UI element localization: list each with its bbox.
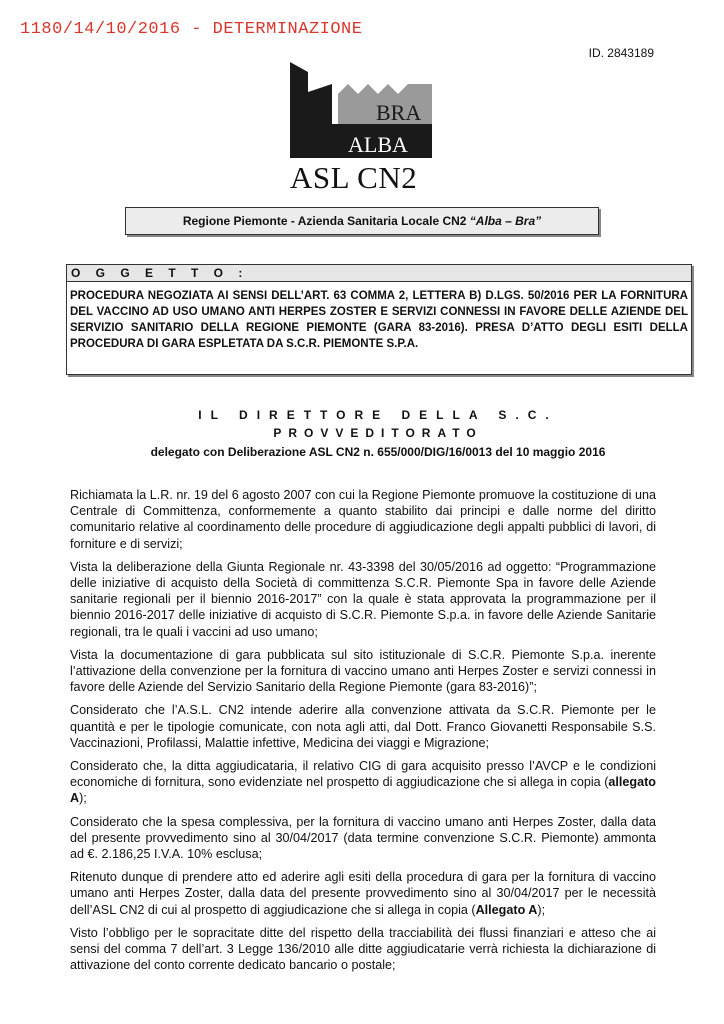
paragraph — [70, 869, 656, 918]
director-block — [66, 406, 690, 462]
paragraph — [70, 758, 656, 807]
subject-box — [66, 264, 692, 375]
director-title: IL DIRETTORE DELLA S.C. — [198, 408, 558, 422]
attachment-reference: Allegato A — [475, 902, 538, 917]
logo-city-alba: ALBA — [348, 132, 408, 157]
document-body — [70, 487, 656, 980]
paragraph-text: Ritenuto dunque di prendere atto ed aderire agli esiti della procedura di gara per la fornitura di vaccino umano anti Herpes Zoster, dalla data del presente provvedimento sino al 30/04/2017 per le necessità dell’ASL CN2 di cui al prospetto di aggiudicazione che si allega in copia ( — [70, 870, 656, 917]
paragraph: Considerato che la spesa complessiva, per la fornitura di vaccino umano anti Herpes Zoster, dalla data del presente provvedimento sino al 30/04/2017 (data termine convenzione S.C.R. Piemonte) ammonta ad €. 2.186,25 I.V.A. 10% esclusa; — [70, 814, 656, 862]
paragraph-text: ); — [537, 902, 546, 917]
attachment-reference: allegato A — [70, 775, 656, 806]
director-office: PROVVEDITORATO — [273, 426, 483, 440]
paragraph: Vista la deliberazione della Giunta Regionale nr. 43-3398 del 30/05/2016 ad oggetto: “Programmazione delle iniziative di acquisto della Società di committenza S.C.R. Piemonte Spa in favore delle Aziende sanitarie regionali per il biennio 2016-2017” con la quale è stata approvata la programmazione per il biennio 2016-2017 delle iniziative di acquisto di S.C.R. Piemonte S.p.a. in favore delle Aziende Sanitarie regionali, tra le quali i vaccini ad uso umano; — [70, 559, 656, 639]
paragraph: Visto l’obbligo per le sopracitate ditte del rispetto della tracciabilità dei flussi finanziari e atteso che ai sensi del comma 7 dell’art. 3 Legge 136/2010 alle ditte aggiudicatarie verrà richiesta la dichiarazione di attivazione del conto corrente dedicato bancario o postale; — [70, 925, 656, 973]
registration-stamp: 1180/14/10/2016 - DETERMINAZIONE — [20, 20, 363, 39]
region-title: Regione Piemonte - Azienda Sanitaria Locale CN2 — [182, 214, 467, 228]
paragraph: Considerato che l’A.S.L. CN2 intende aderire alla convenzione attivata da S.C.R. Piemonte per le quantità e per le tipologie comunicate, con nota agli atti, dal Dott. Franco Giovanetti Responsabile S.S. Vaccinazioni, Profilassi, Malattie infettive, Medicina dei viaggi e Migrazione; — [70, 703, 656, 750]
logo-city-bra: BRA — [376, 100, 422, 125]
region-location: “Alba – Bra” — [469, 214, 542, 228]
paragraph-text: Considerato che, la ditta aggiudicataria, il relativo CIG di gara acquisito presso l’AVCP e le condizioni economiche di fornitura, sono evidenziate nel prospetto di aggiudicazione che si allega in copia ( — [70, 759, 656, 790]
director-delegation: delegato con Deliberazione ASL CN2 n. 655/000/DIG/16/0013 del 10 maggio 2016 — [150, 445, 606, 459]
region-banner — [125, 207, 599, 235]
paragraph-text: ); — [79, 791, 87, 806]
paragraph: Richiamata la L.R. nr. 19 del 6 agosto 2007 con cui la Regione Piemonte promuove la costituzione di una Centrale di Committenza, conformemente a quanto stabilito dai principi e dalle norme del diritto comunitario relative al coordinamento delle procedure di aggiudicazione degli appalti pubblici di lavori, di forniture e di servizi; — [70, 488, 656, 551]
subject-text: PROCEDURA NEGOZIATA AI SENSI DELL’ART. 63 COMMA 2, LETTERA B) D.LGS. 50/2016 PER LA FORNITURA DEL VACCINO AD USO UMANO ANTI HERPES ZOSTER E SERVIZI CONNESSI IN FAVORE DELLE AZIENDE DEL SERVIZIO SANITARIO DELLA REGIONE PIEMONTE (GARA 83-2016). PRESA D’ATTO DEGLI ESITI DELLA PROCEDURA DI GARA ESPLETATA DA S.C.R. PIEMONTE S.P.A. — [70, 290, 688, 350]
subject-heading: O G G E T T O : — [67, 265, 691, 282]
document-id: ID. 2843189 — [588, 46, 654, 60]
logo-name: ASL CN2 — [290, 160, 418, 195]
paragraph: Vista la documentazione di gara pubblicata sul sito istituzionale di S.C.R. Piemonte S.p.a. inerente l’attivazione della convenzione per la fornitura di vaccino umano anti Herpes Zoster e servizi connessi in favore delle Aziende del Servizio Sanitario della Regione Piemonte (gara 83-2016)”; — [70, 647, 656, 695]
